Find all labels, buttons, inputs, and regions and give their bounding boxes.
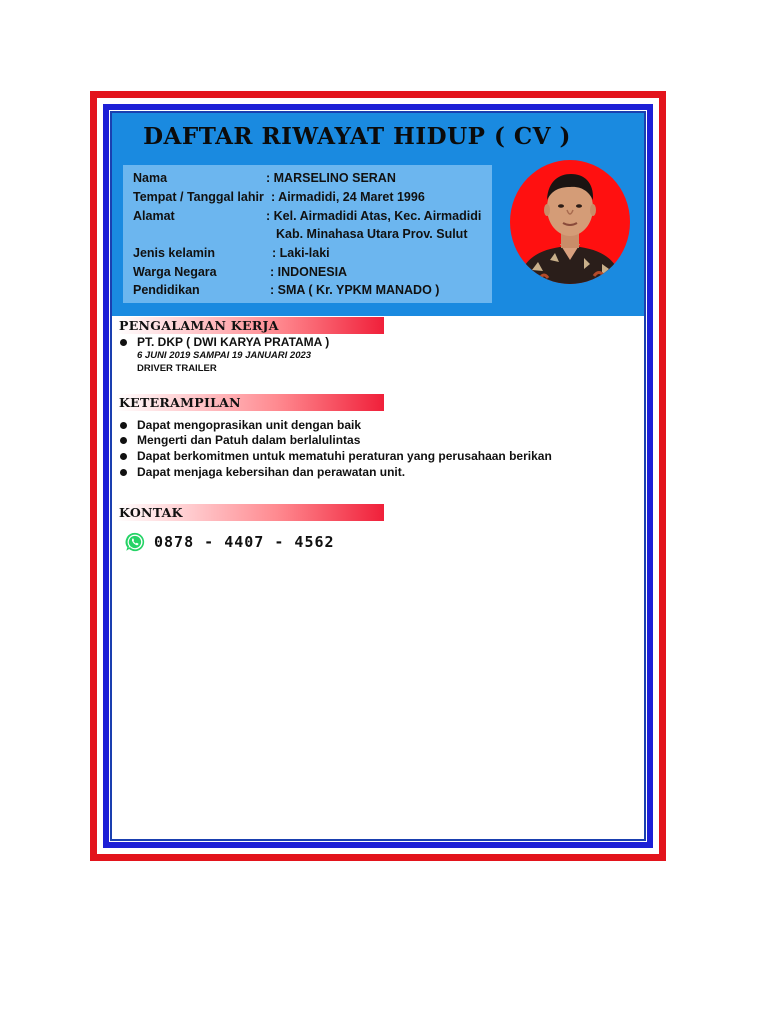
info-value: : MARSELINO SERAN [266, 171, 396, 185]
bullet-icon [120, 422, 127, 429]
cv-title: DAFTAR RIWAYAT HIDUP ( CV ) [143, 123, 571, 150]
whatsapp-icon [124, 531, 146, 553]
profile-photo [510, 160, 630, 284]
info-value: Kab. Minahasa Utara Prov. Sulut [276, 227, 468, 241]
skill-text: Dapat mengoprasikan unit dengan baik [137, 418, 362, 432]
experience-heading-bar [116, 317, 384, 334]
experience-heading: PENGALAMAN KERJA [119, 318, 279, 333]
contact-heading-bar [116, 504, 384, 521]
info-value: : INDONESIA [270, 265, 348, 279]
skill-text: Dapat menjaga kebersihan dan perawatan unit. [137, 465, 406, 479]
skills-heading-bar [116, 394, 384, 411]
info-value: : SMA ( Kr. YPKM MANADO ) [270, 283, 440, 297]
cv-document [110, 111, 646, 841]
info-label: Pendidikan [133, 283, 200, 297]
experience-period: 6 JUNI 2019 SAMPAI 19 JANUARI 2023 [137, 350, 312, 361]
info-label: Nama [133, 171, 168, 185]
contact-heading: KONTAK [119, 505, 183, 520]
info-label: Alamat [133, 209, 175, 223]
skill-text: Mengerti dan Patuh dalam berlalulintas [137, 433, 361, 447]
person-portrait-icon [510, 160, 630, 284]
bullet-icon [120, 339, 127, 346]
bullet-icon [120, 453, 127, 460]
info-label: Jenis kelamin [133, 246, 215, 260]
cv-header [112, 113, 646, 316]
experience-company: PT. DKP ( DWI KARYA PRATAMA ) [137, 335, 330, 349]
info-label: Warga Negara [133, 265, 217, 279]
bullet-icon [120, 469, 127, 476]
info-value: : Laki-laki [272, 246, 330, 260]
personal-info-box [123, 165, 492, 303]
phone-number: 0878 - 4407 - 4562 [154, 533, 335, 551]
skill-text: Dapat berkomitmen untuk mematuhi peraturan yang perusahaan berikan [137, 449, 552, 463]
skills-heading: KETERAMPILAN [119, 395, 241, 410]
bullet-icon [120, 437, 127, 444]
experience-position: DRIVER TRAILER [137, 363, 217, 374]
info-label: Tempat / Tanggal lahir [133, 190, 264, 204]
info-value: : Kel. Airmadidi Atas, Kec. Airmadidi [266, 209, 482, 223]
info-value: : Airmadidi, 24 Maret 1996 [271, 190, 425, 204]
